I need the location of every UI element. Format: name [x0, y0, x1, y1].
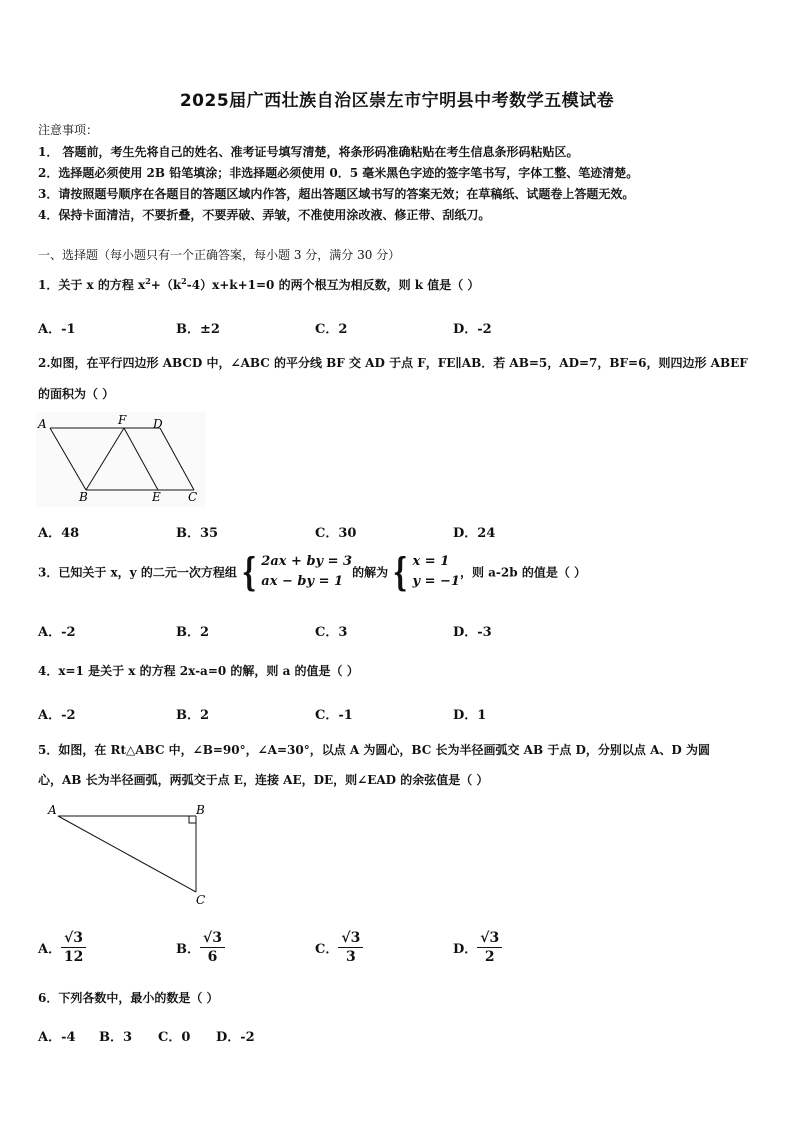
question-5-line2: 心，AB 长为半径画弧，两弧交于点 E，连接 AE，DE，则∠EAD 的余弦值是（ ） [38, 773, 489, 787]
question-3-stem: 3．已知关于 x，y 的二元一次方程组 { 2ax + by = 3 ax − by = 1 的解为 { x = 1 y = −1 ，则 a-2b 的值是（ ） [38, 549, 586, 594]
notice-item: 4．保持卡面清洁，不要折叠，不要弄破、弄皱，不准使用涂改液、修正带、刮纸刀。 [38, 208, 491, 222]
question-4-stem: 4．x=1 是关于 x 的方程 2x-a=0 的解，则 a 的值是（ ） [38, 664, 359, 678]
q6-option-d[interactable]: D．-2 [216, 1030, 255, 1045]
notice-item: 3．请按照题号顺序在各题目的答题区域内作答，超出答题区域书写的答案无效；在草稿纸、试题卷上答题无效。 [38, 187, 635, 201]
section-heading: 一、选择题（每小题只有一个正确答案，每小题 3 分，满分 30 分） [38, 248, 401, 262]
question-5-line1: 5．如图，在 Rt△ABC 中，∠B=90°，∠A=30°，以点 A 为圆心，BC 长为半径画弧交 AB 于点 D，分别以点 A、D 为圆 [38, 743, 710, 757]
q4-option-b[interactable]: B．2 [176, 708, 210, 723]
label-c: C [196, 893, 206, 907]
q3-option-b[interactable]: B．2 [176, 625, 210, 640]
notice-item: 2．选择题必须使用 2B 铅笔填涂；非选择题必须使用 0．5 毫米黑色字迹的签字笔书写，字体工整、笔迹清楚。 [38, 166, 639, 180]
label-c: C [188, 490, 198, 504]
label-a: A [38, 417, 47, 431]
q5-option-b[interactable]: B． $\frac{√3}{6}$ [176, 930, 225, 965]
parallelogram-figure [36, 412, 206, 507]
label-a: A [48, 803, 57, 817]
question-1-stem: 1．关于 x 的方程 $x^2+(k^2-4)x+k+1=0$ 的两个根互为相反数，则 k 值是（ ） [38, 276, 480, 292]
q3-option-d[interactable]: D．-3 [453, 625, 492, 640]
equation-system-1: 2ax + by = 3 ax − by = 1 [261, 554, 353, 589]
q4-option-c[interactable]: C．-1 [315, 708, 353, 723]
label-e: E [152, 490, 161, 504]
notice-heading: 注意事项： [38, 123, 99, 137]
q1-option-a[interactable]: A．-1 [38, 322, 76, 337]
question-6-stem: 6．下列各数中，最小的数是（ ） [38, 991, 219, 1005]
question-2-line2: 的面积为（ ） [38, 387, 115, 401]
q4-option-d[interactable]: D．1 [453, 708, 487, 723]
q2-option-b[interactable]: B．35 [176, 526, 219, 541]
q1-option-d[interactable]: D．-2 [453, 322, 492, 337]
q2-option-a[interactable]: A．48 [38, 526, 80, 541]
q5-option-c[interactable]: C． $\frac{√3}{3}$ [315, 930, 363, 965]
q5-option-a[interactable]: A． $\frac{√3}{12}$ [38, 930, 86, 965]
left-brace-icon: { [392, 549, 408, 594]
q6-option-b[interactable]: B．3 [99, 1030, 133, 1045]
q3-option-a[interactable]: A．-2 [38, 625, 76, 640]
label-f: F [118, 413, 127, 427]
q2-option-d[interactable]: D．24 [453, 526, 496, 541]
q6-option-a[interactable]: A．-4 [38, 1030, 76, 1045]
label-b: B [196, 803, 205, 817]
left-brace-icon: { [241, 549, 257, 594]
notice-item: 1． 答题前，考生先将自己的姓名、准考证号填写清楚，将条形码准确粘贴在考生信息条形码粘贴区。 [38, 145, 579, 159]
q3-option-c[interactable]: C．3 [315, 625, 348, 640]
right-triangle-figure [44, 800, 214, 910]
q4-option-a[interactable]: A．-2 [38, 708, 76, 723]
equation-system-2: x = 1 y = −1 [412, 554, 460, 589]
question-2-line1: 2.如图，在平行四边形 ABCD 中，∠ABC 的平分线 BF 交 AD 于点 F，FE∥AB．若 AB=5，AD=7，BF=6，则四边形 ABEF [38, 356, 748, 370]
q2-option-c[interactable]: C．30 [315, 526, 357, 541]
label-b: B [79, 490, 88, 504]
q1-option-c[interactable]: C．2 [315, 322, 348, 337]
page-title: 2025届广西壮族自治区崇左市宁明县中考数学五模试卷 [179, 91, 615, 111]
q5-option-d[interactable]: D． $\frac{√3}{2}$ [453, 930, 502, 965]
q1-option-b[interactable]: B．±2 [176, 322, 220, 337]
q6-option-c[interactable]: C．0 [158, 1030, 191, 1045]
label-d: D [153, 417, 163, 431]
